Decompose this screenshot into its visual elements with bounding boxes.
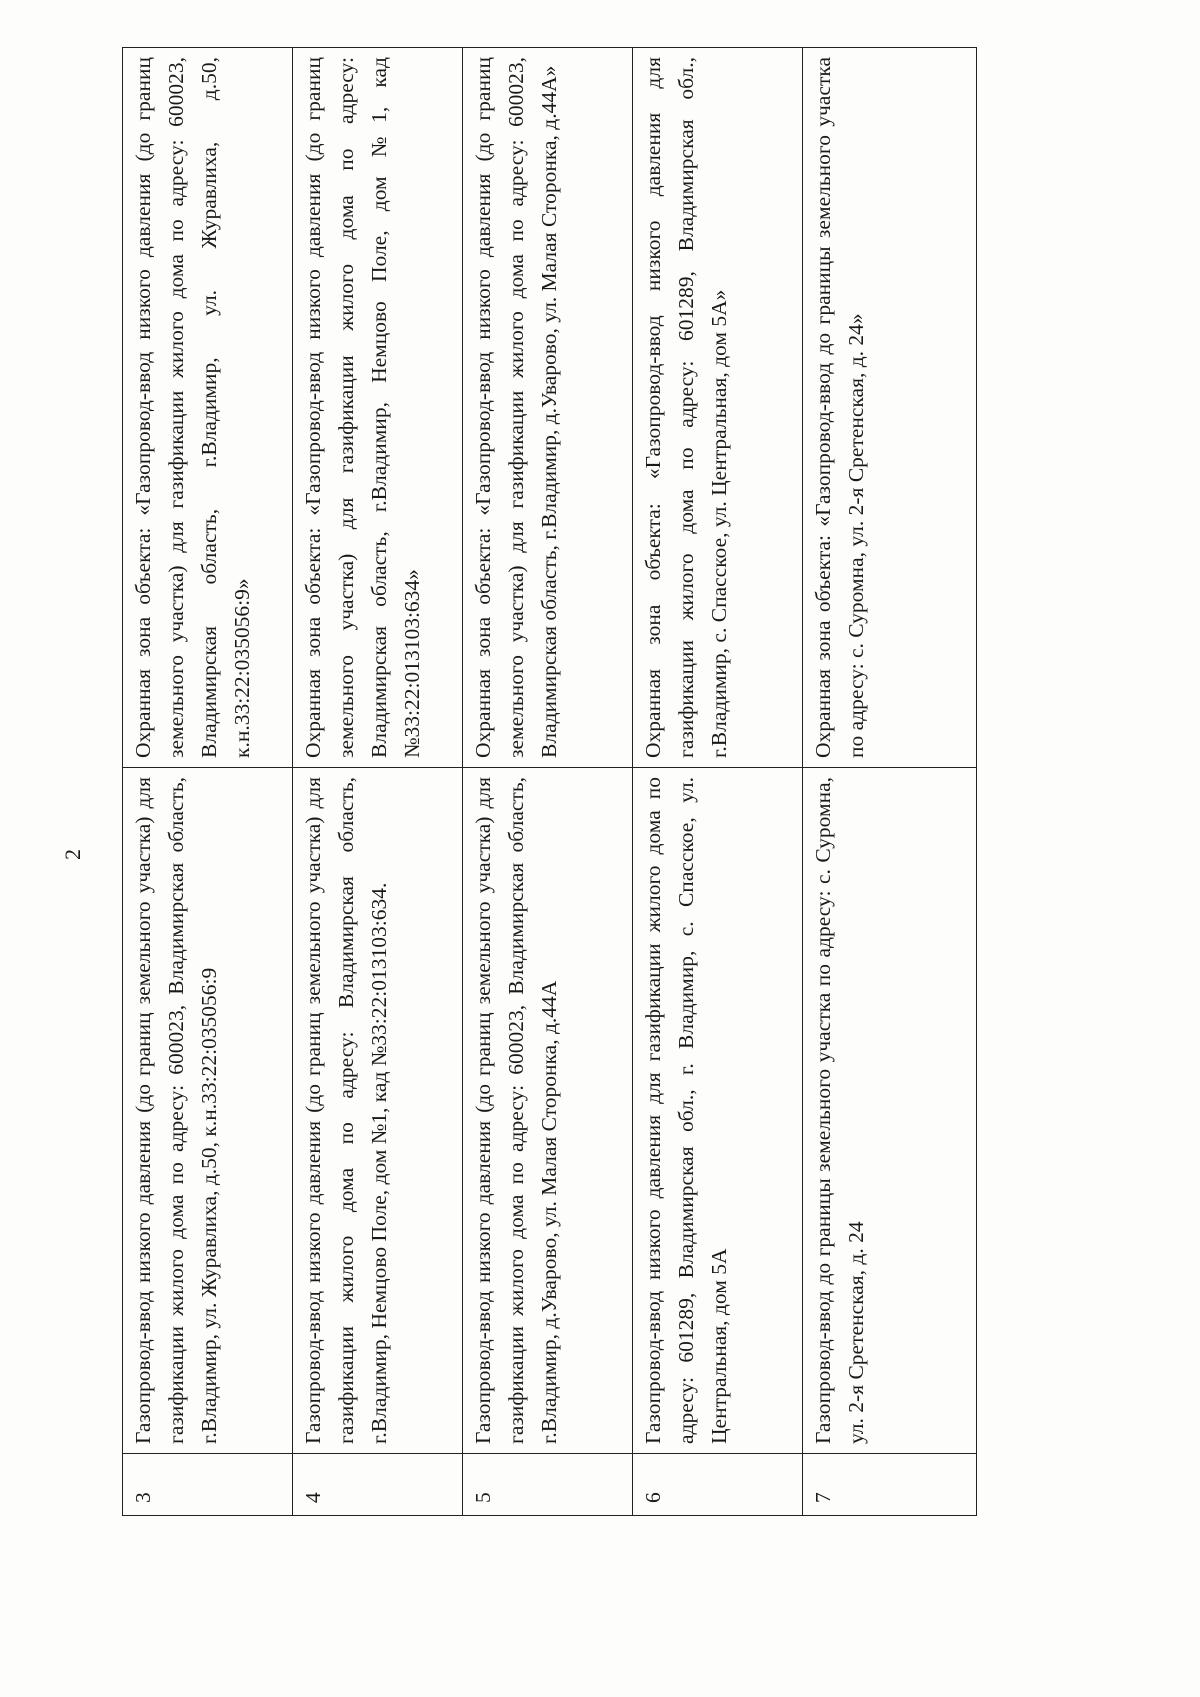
page-number: 2: [60, 849, 85, 860]
table-row: [633, 48, 803, 1516]
table-row: [123, 48, 293, 1516]
object-description: Газопровод-ввод низкого давления (до границ земельного участка) для газификации жилого дома по адресу: 600023, Владимирская область, г.Владимир, ул. Журавлиха, д.50, к.н.33:22:035056:9: [123, 768, 293, 1454]
row-number: 6: [633, 1454, 803, 1516]
table-row: [293, 48, 463, 1516]
row-number: 4: [293, 1454, 463, 1516]
protection-zone: Охранная зона объекта: «Газопровод-ввод низкого давления для газификации жилого дома по адресу: 601289, Владимирская обл., г.Владимир, с. Спасское, ул. Центральная, дом 5А»: [633, 48, 803, 768]
protection-zone: Охранная зона объекта: «Газопровод-ввод низкого давления (до границ земельного участка) для газификации жилого дома по адресу: Владимирская область, г.Владимир, Немцово Поле, дом №1, кад №33:22:013103:634»: [293, 48, 463, 768]
protection-zone: Охранная зона объекта: «Газопровод-ввод низкого давления (до границ земельного участка) для газификации жилого дома по адресу: 600023, Владимирская область, г.Владимир, ул. Журавлиха, д.50, к.н.33:22:035056:9»: [123, 48, 293, 768]
row-number: 5: [463, 1454, 633, 1516]
row-number: 7: [803, 1454, 977, 1516]
protection-zone: Охранная зона объекта: «Газопровод-ввод низкого давления (до границ земельного участка) для газификации жилого дома по адресу: 600023, Владимирская область, г.Владимир, д.Уварово, ул. Малая Сторонка, д.44А»: [463, 48, 633, 768]
objects-table: [122, 47, 977, 1516]
object-description: Газопровод-ввод низкого давления (до границ земельного участка) для газификации жилого дома по адресу: Владимирская область, г.Владимир, Немцово Поле, дом №1, кад №33:22:013103:634.: [293, 768, 463, 1454]
object-description: Газопровод-ввод низкого давления (до границ земельного участка) для газификации жилого дома по адресу: 600023, Владимирская область, г.Владимир, д.Уварово, ул. Малая Сторонка, д.44А: [463, 768, 633, 1454]
object-description: Газопровод-ввод до границы земельного участка по адресу: с. Суромна, ул. 2-я Сретенская, д. 24: [803, 768, 977, 1454]
rotated-table-container: [122, 48, 974, 1516]
protection-zone: Охранная зона объекта: «Газопровод-ввод до границы земельного участка по адресу: с. Суромна, ул. 2-я Сретенская, д. 24»: [803, 48, 977, 768]
table-row: [803, 48, 977, 1516]
row-number: 3: [123, 1454, 293, 1516]
object-description: Газопровод-ввод низкого давления для газификации жилого дома по адресу: 601289, Владимирская обл., г. Владимир, с. Спасское, ул. Центральная, дом 5А: [633, 768, 803, 1454]
table-row: [463, 48, 633, 1516]
